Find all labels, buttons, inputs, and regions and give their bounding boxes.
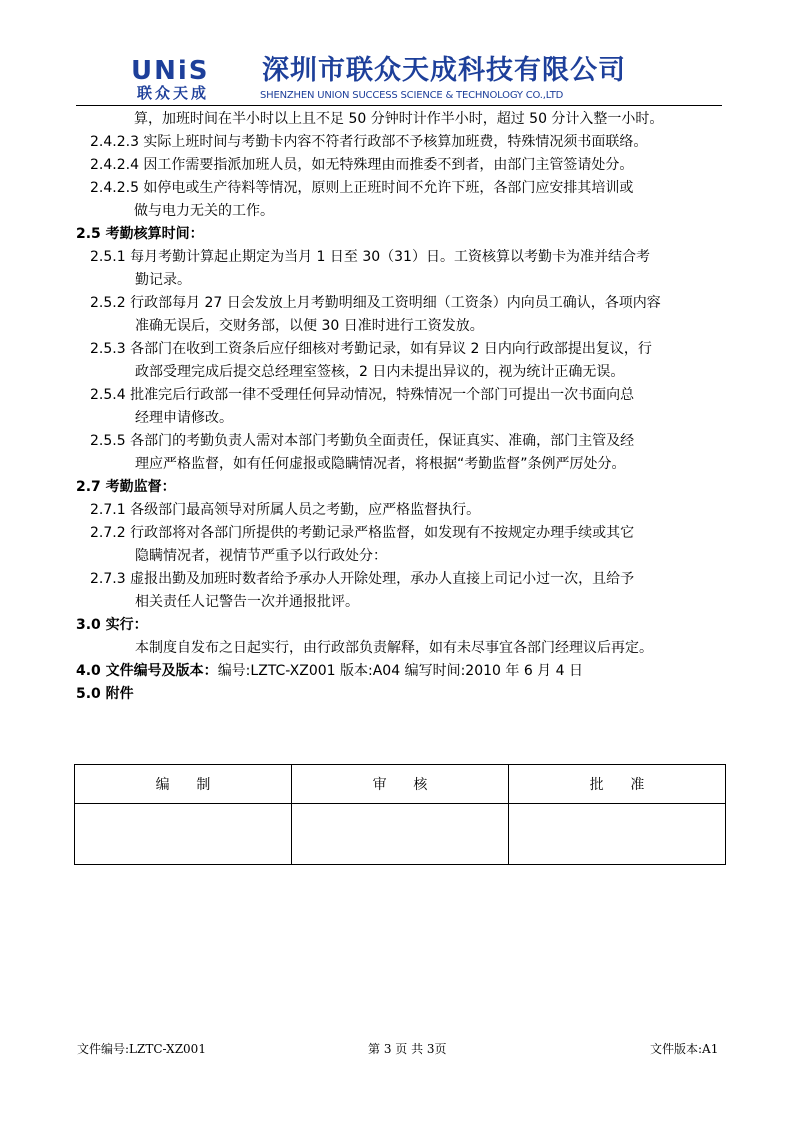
logo-text-en: UNiS — [131, 56, 210, 86]
text-line: 2.4.2.4 因工作需要指派加班人员，如无特殊理由而推委不到者，由部门主管签请处分。 — [90, 157, 634, 173]
header-divider — [76, 105, 722, 106]
text-line: 准确无误后，交财务部，以便 30 日准时进行工资发放。 — [135, 318, 484, 334]
table-header-row — [75, 765, 726, 804]
text-line: 相关责任人记警告一次并通报批评。 — [135, 594, 359, 610]
text-line: 2.4.2.3 实际上班时间与考勤卡内容不符者行政部不予核算加班费，特殊情况须书面联络。 — [90, 134, 648, 150]
signature-cell-approved[interactable] — [509, 804, 726, 865]
section-heading: 2.7 考勤监督： — [76, 479, 176, 495]
text-line: 2.4.2.5 如停电或生产待料等情况，原则上正班时间不允许下班，各部门应安排其培训或 — [90, 180, 634, 196]
text-line: 勤记录。 — [135, 272, 191, 288]
text-line: 2.5.3 各部门在收到工资条后应仔细核对考勤记录，如有异议 2 日内向行政部提出复议，行 — [90, 341, 652, 357]
text-line: 经理申请修改。 — [135, 410, 233, 426]
logo-text-cn: 联众天成 — [137, 84, 210, 102]
text-line: 政部受理完成后提交总经理室签核，2 日内未提出异议的，视为统计正确无误。 — [135, 364, 625, 380]
header-approved: 批 准 — [509, 765, 726, 804]
text-line: 2.7.2 行政部将对各部门所提供的考勤记录严格监督，如发现有不按规定办理手续或其它 — [90, 525, 635, 541]
section-heading: 3.0 实行： — [76, 617, 148, 633]
document-body — [76, 108, 722, 706]
text-line: 2.7.1 各级部门最高领导对所属人员之考勤，应严格监督执行。 — [90, 502, 481, 518]
text-line: 理应严格监督，如有任何虚报或隐瞒情况者，将根据“考勤监督”条例严厉处分。 — [135, 456, 626, 472]
version-heading: 4.0 文件编号及版本： — [76, 663, 218, 679]
text-line: 隐瞒情况者，视情节严重予以行政处分： — [135, 548, 387, 564]
text-line: 本制度自发布之日起实行，由行政部负责解释，如有未尽事宜各部门经理议后再定。 — [135, 640, 653, 656]
header-prepared: 编 制 — [75, 765, 292, 804]
company-name-en: SHENZHEN UNION SUCCESS SCIENCE & TECHNOLOGY CO.,LTD — [260, 90, 564, 101]
page-header — [76, 52, 722, 104]
version-info: 编号:LZTC-XZ001 版本:A04 编写时间:2010 年 6 月 4 日 — [217, 663, 583, 679]
text-line: 算，加班时间在半小时以上且不足 50 分钟时计作半小时，超过 50 分计入整一小时。 — [134, 111, 664, 127]
header-reviewed: 审 核 — [292, 765, 509, 804]
company-logo — [131, 58, 241, 102]
text-line: 2.5.1 每月考勤计算起止期定为当月 1 日至 30（31）日。工资核算以考勤卡为准并结合考 — [90, 249, 650, 265]
text-line: 2.5.5 各部门的考勤负责人需对本部门考勤负全面责任，保证真实、准确，部门主管及经 — [90, 433, 635, 449]
section-heading: 2.5 考勤核算时间： — [76, 226, 204, 242]
text-line: 做与电力无关的工作。 — [134, 203, 274, 219]
section-heading: 5.0 附件 — [76, 686, 134, 702]
section-heading-version — [76, 660, 722, 683]
signature-cell-prepared[interactable] — [75, 804, 292, 865]
footer-page-number: 第 3 页 共 3页 — [368, 1042, 447, 1056]
footer-version: 文件版本:A1 — [650, 1042, 719, 1056]
signature-cell-reviewed[interactable] — [292, 804, 509, 865]
text-line: 2.5.2 行政部每月 27 日会发放上月考勤明细及工资明细（工资条）内向员工确认，各项内容 — [90, 295, 661, 311]
table-signature-row — [75, 804, 726, 865]
company-name-cn: 深圳市联众天成科技有限公司 — [262, 55, 626, 86]
text-line: 2.7.3 虚报出勤及加班时数者给予承办人开除处理，承办人直接上司记小过一次，且给予 — [90, 571, 635, 587]
text-line: 2.5.4 批准完后行政部一律不受理任何异动情况，特殊情况一个部门可提出一次书面向总 — [90, 387, 635, 403]
footer-doc-number: 文件编号:LZTC-XZ001 — [77, 1042, 206, 1056]
signature-table — [74, 764, 726, 865]
